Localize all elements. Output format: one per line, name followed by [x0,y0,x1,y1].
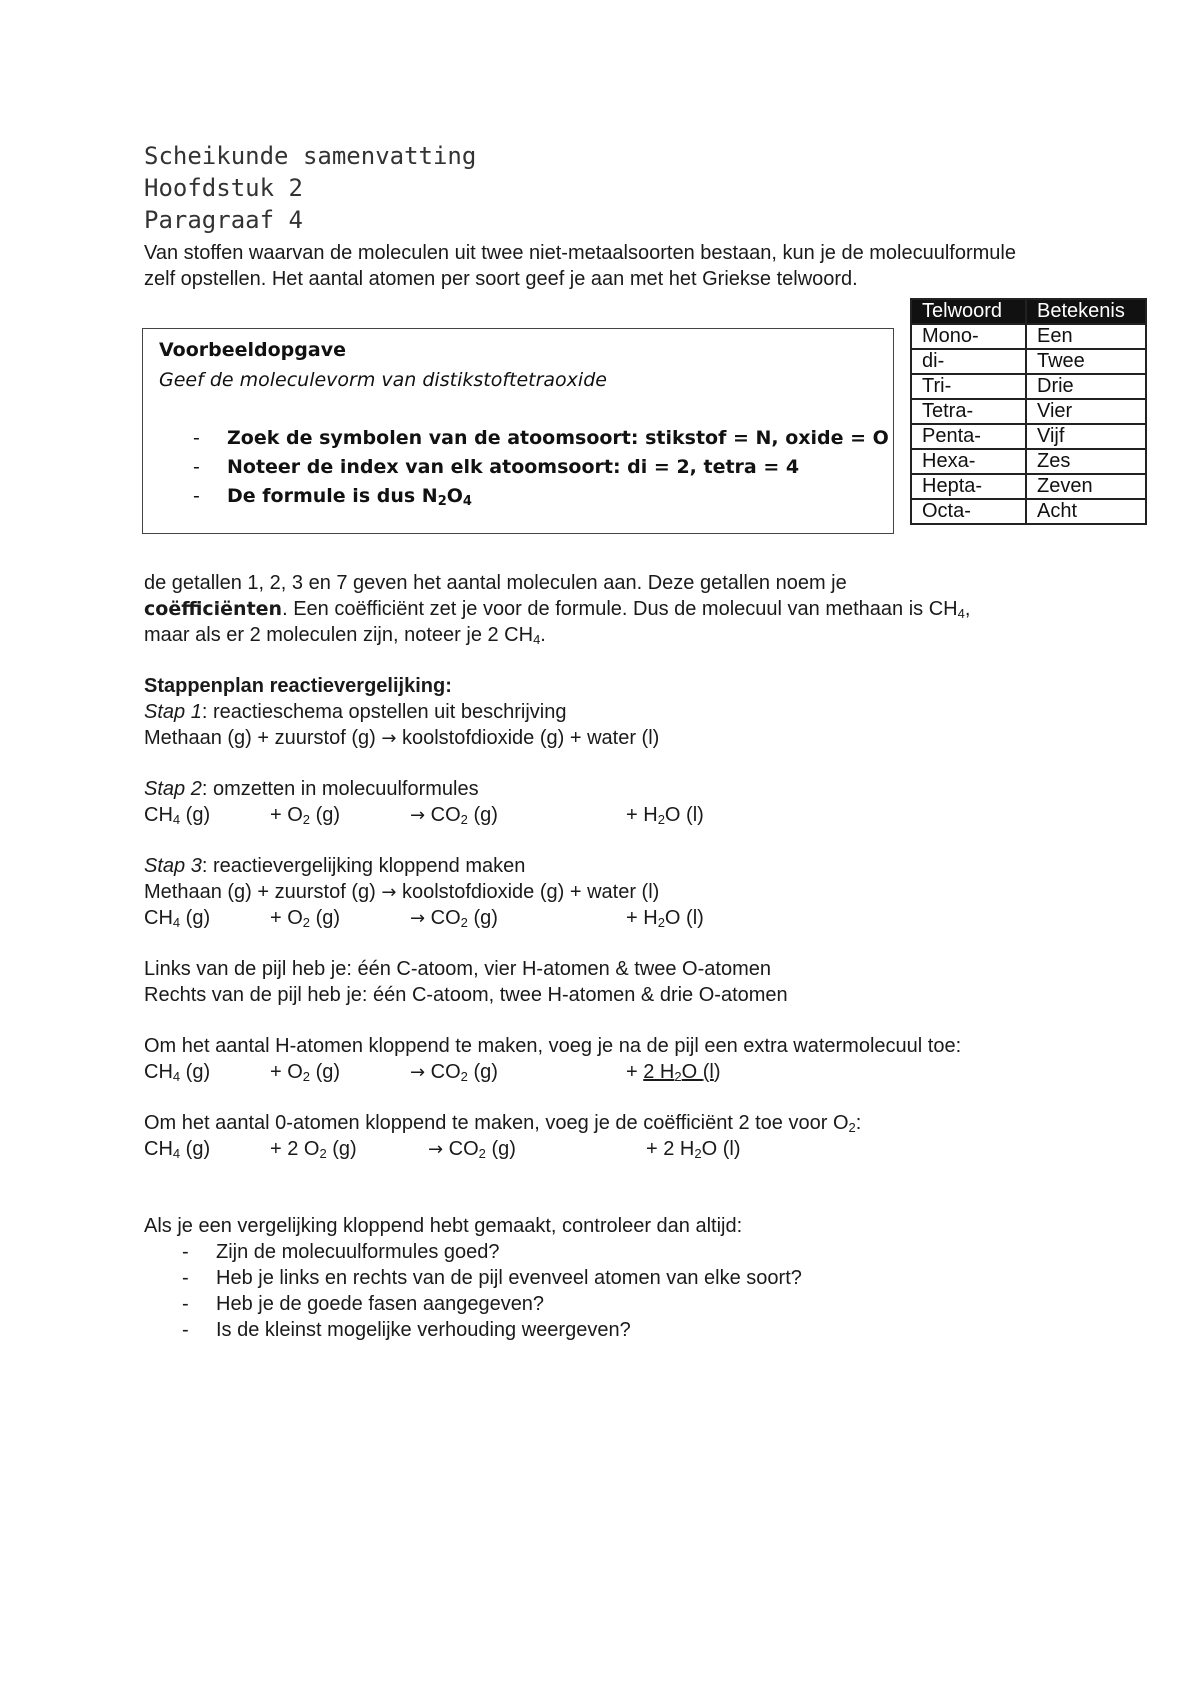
table-cell: Tri- [911,374,1026,399]
plan-heading: Stappenplan reactievergelijking: [144,675,452,697]
example-box [142,328,894,534]
table-cell: Zeven [1026,474,1146,499]
eq2-o2: + $O_2$ (g) [270,907,341,930]
table-cell: Zes [1026,449,1146,474]
table-cell: di- [911,349,1026,374]
intro-text: Van stoffen waarvan de moleculen uit twee niet-metaalsoorten bestaan, kun je de molecuulformule zelf opstellen. Het aantal atomen per soort geef je aan met het Griekse telwoord. [144,242,1016,290]
word-equation-2: Methaan (g) + zuurstof (g) → koolstofdioxide (g) + water (l) [144,881,660,903]
eq4-ch4: $CH_4$ (g) [144,1138,211,1161]
step2-line: Stap 2: omzetten in molecuulformules [144,778,479,800]
arrow-icon: → [410,908,426,929]
eq4-co2: → $CO_2$ (g) [428,1138,516,1161]
list-item: - Zijn de molecuulformules goed? [182,1241,500,1263]
eq3-ch4: $CH_4$ (g) [144,1061,211,1084]
list-item: - Noteer de index van elk atoomsoort: di = 2, tetra = 4 [193,456,800,478]
coefficients-bold-term: coëfficiënten [144,598,283,620]
telwoord-table [910,298,1147,525]
table-cell: Twee [1026,349,1146,374]
word-equation-1: Methaan (g) + zuurstof (g) → koolstofdioxide (g) + water (l) [144,727,660,749]
table-cell: Mono- [911,324,1026,349]
list-item: - Is de kleinst mogelijke verhouding weergeven? [182,1319,631,1341]
eq4-h2o: + 2 $H_2O$ (l) [646,1138,741,1161]
step1-line: Stap 1: reactieschema opstellen uit beschrijving [144,701,567,723]
table-cell: Drie [1026,374,1146,399]
eq2-ch4: $CH_4$ (g) [144,907,211,930]
coefficients-line-1: de getallen 1, 2, 3 en 7 geven het aantal moleculen aan. Deze getallen noem je [144,572,847,594]
chapter-heading: Hoofdstuk 2 [144,174,303,202]
table-cell: Hepta- [911,474,1026,499]
eq1-ch4: $CH_4$ (g) [144,804,211,827]
arrow-icon: → [410,1062,426,1083]
list-item: - Heb je links en rechts van de pijl evenveel atomen van elke soort? [182,1267,802,1289]
table-cell: Octa- [911,499,1026,524]
table-header-row [911,299,1146,324]
eq3-co2: → $CO_2$ (g) [410,1061,498,1084]
checklist [180,1241,802,1345]
eq3-h2o: + 2 $H_2O$ (l) [626,1061,721,1084]
eq1-h2o: + $H_2O$ (l) [626,804,704,827]
table-cell: Penta- [911,424,1026,449]
table-row [911,349,1146,374]
checklist-intro: Als je een vergelijking kloppend hebt gemaakt, controleer dan altijd: [144,1215,743,1237]
table-header-cell: Telwoord [911,299,1026,324]
step3-line: Stap 3: reactievergelijking kloppend maken [144,855,526,877]
paragraph-heading: Paragraaf 4 [144,206,303,234]
arrow-icon: → [428,1139,444,1160]
page-title: Scheikunde samenvatting [144,142,477,170]
table-header-cell: Betekenis [1026,299,1146,324]
arrow-icon: → [410,805,426,826]
table-row [911,324,1146,349]
eq3-o2: + $O_2$ (g) [270,1061,341,1084]
h-fix-text: Om het aantal H-atomen kloppend te maken, voeg je na de pijl een extra watermolecuul toe: [144,1035,962,1057]
example-subtitle: Geef de moleculevorm van distikstoftetraoxide [159,369,607,391]
table-row [911,474,1146,499]
o-fix-text: Om het aantal 0-atomen kloppend te maken, voeg je de coëfficiënt 2 toe voor $O_2$: [144,1112,862,1135]
table-cell: Tetra- [911,399,1026,424]
table-cell: Vijf [1026,424,1146,449]
table-row [911,424,1146,449]
eq1-co2: → $CO_2$ (g) [410,804,498,827]
table-row [911,449,1146,474]
arrow-icon: → [381,728,397,749]
example-steps [193,427,889,514]
list-item: - Zoek de symbolen van de atoomsoort: stikstof = N, oxide = O [193,427,889,449]
table-cell: Vier [1026,399,1146,424]
analysis-left: Links van de pijl heb je: één C-atoom, vier H-atomen & twee O-atomen [144,958,771,980]
eq2-co2: → $CO_2$ (g) [410,907,498,930]
eq4-o2: + 2 $O_2$ (g) [270,1138,357,1161]
example-title: Voorbeeldopgave [159,339,346,361]
table-cell: Een [1026,324,1146,349]
eq1-o2: + $O_2$ (g) [270,804,341,827]
table-row [911,399,1146,424]
analysis-right: Rechts van de pijl heb je: één C-atoom, twee H-atomen & drie O-atomen [144,984,788,1006]
arrow-icon: → [381,882,397,903]
table-row [911,374,1146,399]
coefficients-line-3: maar als er 2 moleculen zijn, noteer je 2 $CH_4$. [144,624,546,647]
list-item: - Heb je de goede fasen aangegeven? [182,1293,545,1315]
table-row [911,499,1146,524]
eq2-h2o: + $H_2O$ (l) [626,907,704,930]
coefficients-line-2: coëfficiënten. Een coëfficiënt zet je voor de formule. Dus de molecuul van methaan is $CH_4$, [144,598,971,621]
list-item: - De formule is dus $N_2O_4$ [193,485,472,509]
table-cell: Hexa- [911,449,1026,474]
table-cell: Acht [1026,499,1146,524]
